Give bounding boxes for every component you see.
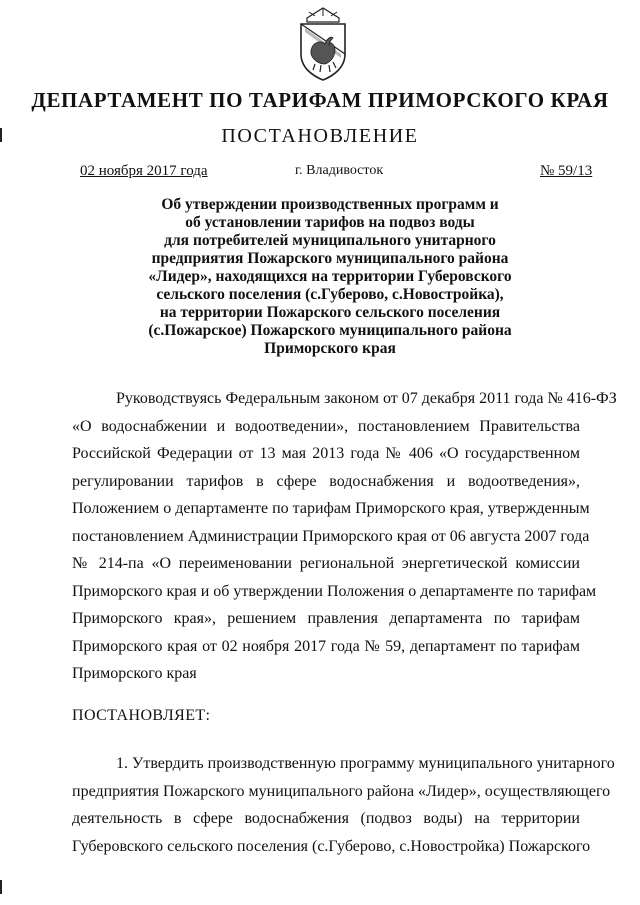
item-1-paragraph bbox=[72, 753, 615, 863]
text-line: предприятия Пожарского муниципального района «Лидер», осуществляющего bbox=[72, 782, 611, 800]
text-line: деятельность в сфере водоснабжения (подвоз воды) на территории bbox=[72, 810, 580, 827]
title-line: об установлении тарифов на подвоз воды bbox=[185, 214, 475, 231]
text-line: регулировании тарифов в сфере водоснабжения и водоотведения», bbox=[72, 472, 580, 490]
text-line: 1. Утвердить производственную программу муниципального унитарного bbox=[116, 755, 615, 772]
title-line: предприятия Пожарского муниципального района bbox=[151, 250, 509, 267]
document-number: № 59/13 bbox=[540, 163, 593, 179]
document-city: г. Владивосток bbox=[295, 163, 384, 178]
text-line: Руководствуясь Федеральным законом от 07 декабря 2011 года № 416-ФЗ bbox=[116, 390, 617, 407]
title-line: для потребителей муниципального унитарного bbox=[164, 232, 496, 249]
title-line: Об утверждении производственных программ и bbox=[161, 196, 499, 213]
text-line: Положением о департаменте по тарифам Приморского края, утвержденным bbox=[72, 500, 590, 517]
text-line: Губеровского сельского поселения (с.Губерово, с.Новостройка) Пожарского bbox=[72, 837, 591, 855]
text-line: № 214-па «О переименовании региональной энергетической комиссии bbox=[72, 555, 580, 572]
decree-word: ПОСТАНОВЛЯЕТ: bbox=[72, 707, 211, 724]
scan-mark bbox=[0, 880, 2, 894]
department-name: ДЕПАРТАМЕНТ ПО ТАРИФАМ ПРИМОРСКОГО КРАЯ bbox=[31, 88, 609, 112]
text-line: Приморского края bbox=[72, 665, 197, 682]
preamble-paragraph bbox=[72, 388, 617, 691]
document-title bbox=[120, 196, 540, 358]
title-line: на территории Пожарского сельского поселения bbox=[159, 304, 501, 321]
text-line: Приморского края от 02 ноября 2017 года № 59, департамент по тарифам bbox=[72, 637, 580, 655]
text-line: постановлением Администрации Приморского края от 06 августа 2007 года bbox=[72, 527, 590, 545]
text-line: Приморского края», решением правления департамента по тарифам bbox=[72, 610, 580, 627]
text-line: Приморского края и об утверждении Положения о департаменте по тарифам bbox=[72, 582, 597, 600]
document-date: 02 ноября 2017 года bbox=[80, 163, 208, 179]
title-line: сельского поселения (с.Губерово, с.Новостройка), bbox=[156, 286, 504, 303]
text-line: «О водоснабжении и водоотведении», постановлением Правительства bbox=[72, 417, 580, 435]
text-line: Российской Федерации от 13 мая 2013 года № 406 «О государственном bbox=[72, 445, 580, 462]
document-type: ПОСТАНОВЛЕНИЕ bbox=[221, 125, 419, 147]
title-line: Приморского края bbox=[264, 340, 396, 357]
title-line: (с.Пожарское) Пожарского муниципального района bbox=[148, 322, 512, 339]
scan-mark bbox=[0, 128, 2, 142]
title-line: «Лидер», находящихся на территории Губеровского bbox=[148, 268, 512, 285]
coat-of-arms-icon bbox=[295, 6, 351, 82]
